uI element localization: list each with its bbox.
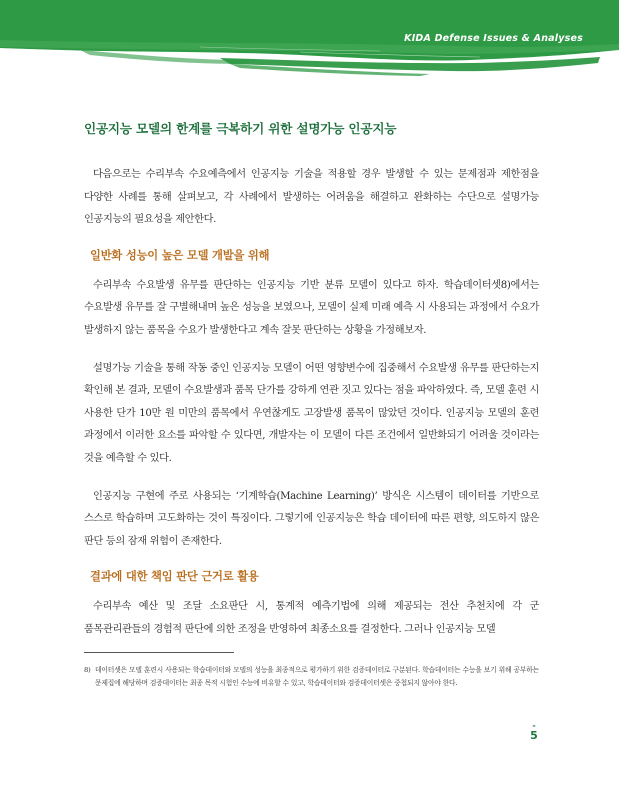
publication-title: KIDA Defense Issues & Analyses (404, 33, 583, 44)
footnote-divider (84, 652, 234, 653)
paragraph: 인공지능 구현에 주로 사용되는 ‘기계학습(Machine Learning)’ 방식은 시스템이 데이터를 기반으로 스스로 학습하며 고도화하는 것이 특징이다. 그렇기에 인공지능은 학습 데이터에 따른 편향, 의도하지 않은 판단 등의 잠재 위험이 존재한다. (84, 490, 539, 547)
page-number-block (528, 723, 540, 743)
footnote (84, 664, 539, 691)
page-number: 5 (530, 729, 538, 742)
header-banner (0, 0, 619, 80)
paragraph: 설명가능 기술을 통해 작동 중인 인공지능 모델이 어떤 영향변수에 집중해서 수요발생 유무를 판단하는지 확인해 본 결과, 모델이 수요발생과 품목 단가를 강하게 연관 짓고 있다는 점을 파악하였다. 즉, 모델 훈련 시 사용한 단가 10만 원 미만의 품목에서 우연찮게도 고장발생 품목이 많았던 것이다. 인공지능 모델의 훈련 과정에서 이러한 요소를 파악할 수 있다면, 개발자는 이 모델이 다른 조건에서 일반화되기 어려울 것이라는 것을 예측할 수 있다. (84, 362, 539, 464)
paragraph: 수리부속 예산 및 조달 소요판단 시, 통계적 예측기법에 의해 제공되는 전산 추천치에 각 군 품목관리관들의 경험적 판단에 의한 조정을 반영하여 최종소요를 결정한다. 그러나 인공지능 모델 (84, 601, 539, 635)
section-title: 인공지능 모델의 한계를 극복하기 위한 설명가능 인공지능 (84, 121, 397, 136)
footnote-number: 8) (84, 666, 91, 674)
page-marker: - (532, 721, 536, 730)
footnote-text: 데이터셋은 모델 훈련시 사용되는 학습데이터와 모델의 성능을 최종적으로 평가하기 위한 검증데이터로 구분된다. 학습데이터는 수능을 보기 위해 공부하는 문제집에 해당하며 검증데이터는 최종 목적 시험인 수능에 비유할 수 있고, 학습데이터와 검증데이터셋은 중첩되지 않아야 한다. (95, 666, 539, 688)
intro-paragraph: 다음으로는 수리부속 수요예측에서 인공지능 기술을 적용할 경우 발생할 수 있는 문제점과 제한점을 다양한 사례를 통해 살펴보고, 각 사례에서 발생하는 어려움을 해결하고 완화하는 수단으로 설명가능 인공지능의 필요성을 제안한다. (84, 169, 539, 226)
subsection-title-accountability: 결과에 대한 책임 판단 근거로 활용 (90, 570, 259, 584)
article-body (84, 118, 539, 657)
paragraph: 수리부속 수요발생 유무를 판단하는 인공지능 기반 분류 모델이 있다고 하자. 학습데이터셋8)에서는 수요발생 유무를 잘 구별해내며 높은 성능을 보였으나, 모델이 실제 미래 예측 시 사용되는 과정에서 수요가 발생하지 않는 품목을 수요가 발생한다고 계속 잘못 판단하는 상황을 가정해보자. (84, 279, 539, 336)
subsection-title-generalization: 일반화 성능이 높은 모델 개발을 위해 (90, 248, 270, 262)
